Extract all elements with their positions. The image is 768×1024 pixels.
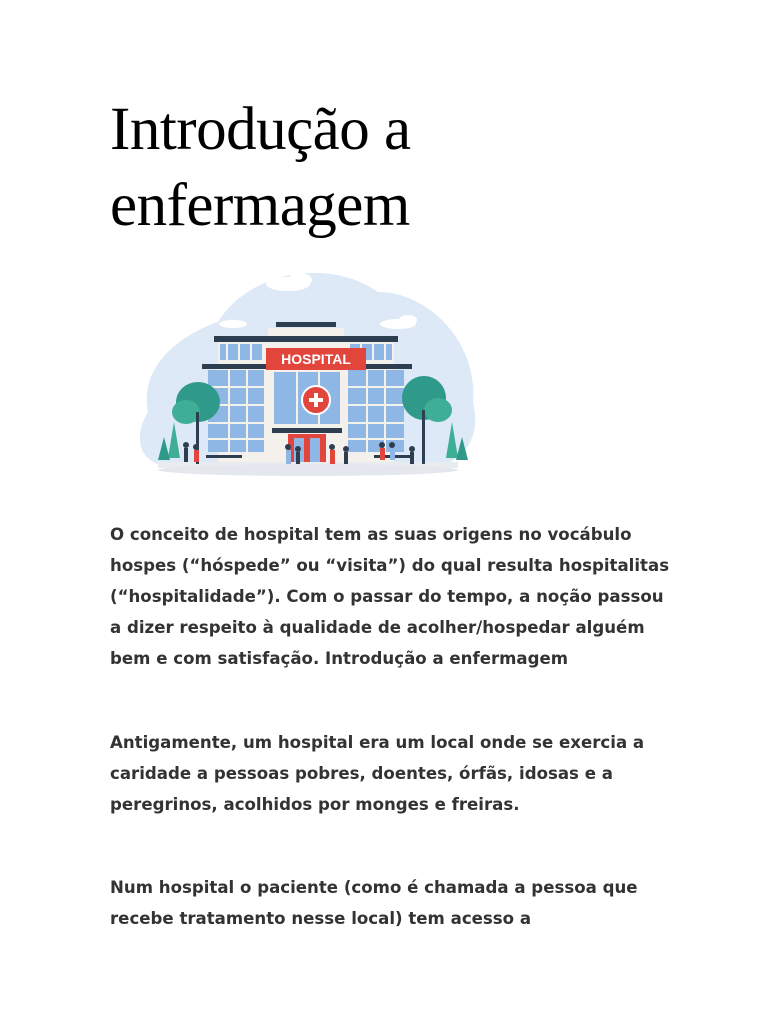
title-line-1: Introdução a [110,96,411,163]
page-title [110,92,670,244]
paragraph-1: O conceito de hospital tem as suas origens no vocábulo hospes (“hóspede” ou “visita”) do qual resulta hospitalitas (“hospitalidade”). Com o passar do tempo, a noção passou a dizer respeito à qualidade de acolher/hospedar alguém bem e com satisfação. Introdução a enfermagem [110,525,670,668]
hospital-illustration [128,262,486,492]
paragraph-3: Num hospital o paciente (como é chamada a pessoa que recebe tratamento nesse local) tem acesso a [110,878,638,928]
title-line-2: enfermagem [110,172,410,239]
paragraph-2: Antigamente, um hospital era um local onde se exercia a caridade a pessoas pobres, doentes, órfãs, idosas e a peregrinos, acolhidos por monges e freiras. [110,733,645,814]
hospital-sign-text: HOSPITAL [281,351,351,367]
